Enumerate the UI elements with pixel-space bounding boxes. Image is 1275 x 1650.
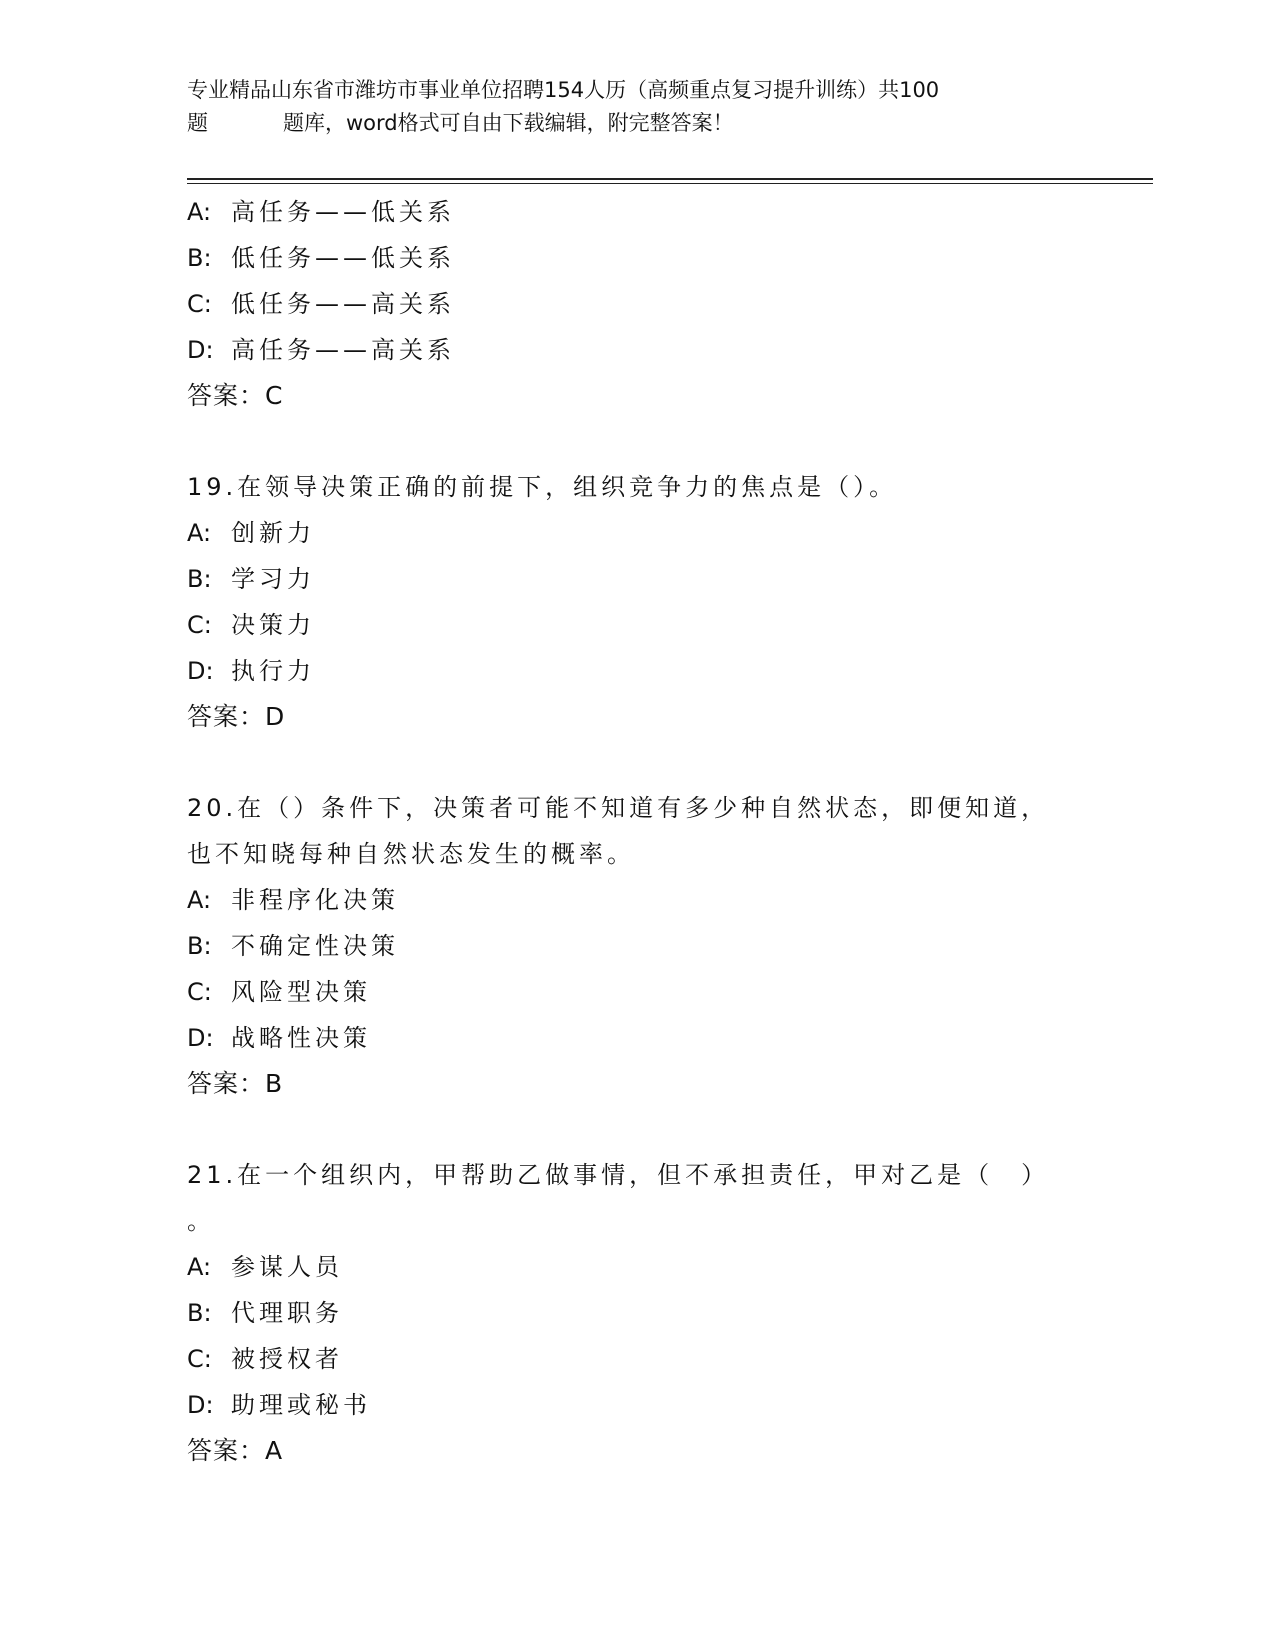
option-a bbox=[187, 1244, 1087, 1290]
option-c bbox=[187, 1336, 1087, 1382]
option-key: C: bbox=[187, 978, 212, 1006]
option-d bbox=[187, 327, 1087, 373]
option-text: 助理或秘书 bbox=[231, 1391, 371, 1419]
option-text: 执行力 bbox=[231, 657, 315, 685]
question-block-20 bbox=[187, 785, 1087, 1107]
option-key: B: bbox=[187, 932, 212, 960]
spacer bbox=[187, 1107, 1087, 1152]
question-text-continued: 。 bbox=[187, 1207, 215, 1235]
option-a bbox=[187, 189, 1087, 235]
option-b bbox=[187, 556, 1087, 602]
option-text: 参谋人员 bbox=[231, 1253, 343, 1281]
option-key: B: bbox=[187, 1299, 212, 1327]
option-key: D: bbox=[187, 657, 214, 685]
option-text: 决策力 bbox=[231, 611, 315, 639]
header-rule-thin bbox=[187, 183, 1153, 184]
option-d bbox=[187, 648, 1087, 694]
option-text: 不确定性决策 bbox=[231, 932, 399, 960]
option-c bbox=[187, 602, 1087, 648]
option-text: 战略性决策 bbox=[231, 1024, 371, 1052]
page-header bbox=[187, 74, 1087, 140]
option-key: D: bbox=[187, 336, 214, 364]
question-list bbox=[187, 189, 1087, 1474]
option-d bbox=[187, 1015, 1087, 1061]
header-line-2-text: 题库，word格式可自由下载编辑，附完整答案！ bbox=[283, 111, 734, 135]
answer-line: 答案：C bbox=[187, 381, 284, 410]
option-b bbox=[187, 1290, 1087, 1336]
option-text: 学习力 bbox=[231, 565, 315, 593]
option-text: 低任务——低关系 bbox=[231, 244, 455, 272]
option-text: 高任务——低关系 bbox=[231, 198, 455, 226]
option-text: 风险型决策 bbox=[231, 978, 371, 1006]
question-text: 21.在一个组织内，甲帮助乙做事情，但不承担责任，甲对乙是（ ） bbox=[187, 1161, 1050, 1189]
option-key: A: bbox=[187, 519, 212, 547]
option-c bbox=[187, 281, 1087, 327]
option-key: C: bbox=[187, 611, 212, 639]
option-text: 非程序化决策 bbox=[231, 886, 399, 914]
option-key: D: bbox=[187, 1391, 214, 1419]
question-block-19 bbox=[187, 464, 1087, 740]
option-text: 低任务——高关系 bbox=[231, 290, 455, 318]
option-key: C: bbox=[187, 1345, 212, 1373]
header-line-2-prefix: 题 bbox=[187, 111, 208, 135]
option-key: A: bbox=[187, 198, 212, 226]
answer-line: 答案：A bbox=[187, 1436, 284, 1465]
question-text: 19.在领导决策正确的前提下，组织竞争力的焦点是（）。 bbox=[187, 473, 898, 501]
answer-line: 答案：B bbox=[187, 1069, 284, 1098]
option-a bbox=[187, 877, 1087, 923]
option-key: B: bbox=[187, 244, 212, 272]
option-key: A: bbox=[187, 886, 212, 914]
question-block-18-continued bbox=[187, 189, 1087, 419]
option-text: 被授权者 bbox=[231, 1345, 343, 1373]
question-text: 20.在（）条件下，决策者可能不知道有多少种自然状态，即便知道， bbox=[187, 794, 1050, 822]
option-key: C: bbox=[187, 290, 212, 318]
question-text-continued: 也不知晓每种自然状态发生的概率。 bbox=[187, 840, 635, 868]
answer-line: 答案：D bbox=[187, 702, 286, 731]
option-text: 高任务——高关系 bbox=[231, 336, 455, 364]
option-d bbox=[187, 1382, 1087, 1428]
header-rule-thick bbox=[187, 178, 1153, 180]
option-c bbox=[187, 969, 1087, 1015]
question-block-21 bbox=[187, 1152, 1087, 1474]
option-text: 创新力 bbox=[231, 519, 315, 547]
spacer bbox=[187, 740, 1087, 785]
option-b bbox=[187, 235, 1087, 281]
option-key: B: bbox=[187, 565, 212, 593]
spacer bbox=[187, 419, 1087, 464]
option-key: A: bbox=[187, 1253, 212, 1281]
option-key: D: bbox=[187, 1024, 214, 1052]
option-b bbox=[187, 923, 1087, 969]
option-a bbox=[187, 510, 1087, 556]
header-line-2 bbox=[187, 107, 1087, 140]
header-line-1: 专业精品山东省市潍坊市事业单位招聘154人历（高频重点复习提升训练）共100 bbox=[187, 78, 940, 102]
option-text: 代理职务 bbox=[231, 1299, 343, 1327]
